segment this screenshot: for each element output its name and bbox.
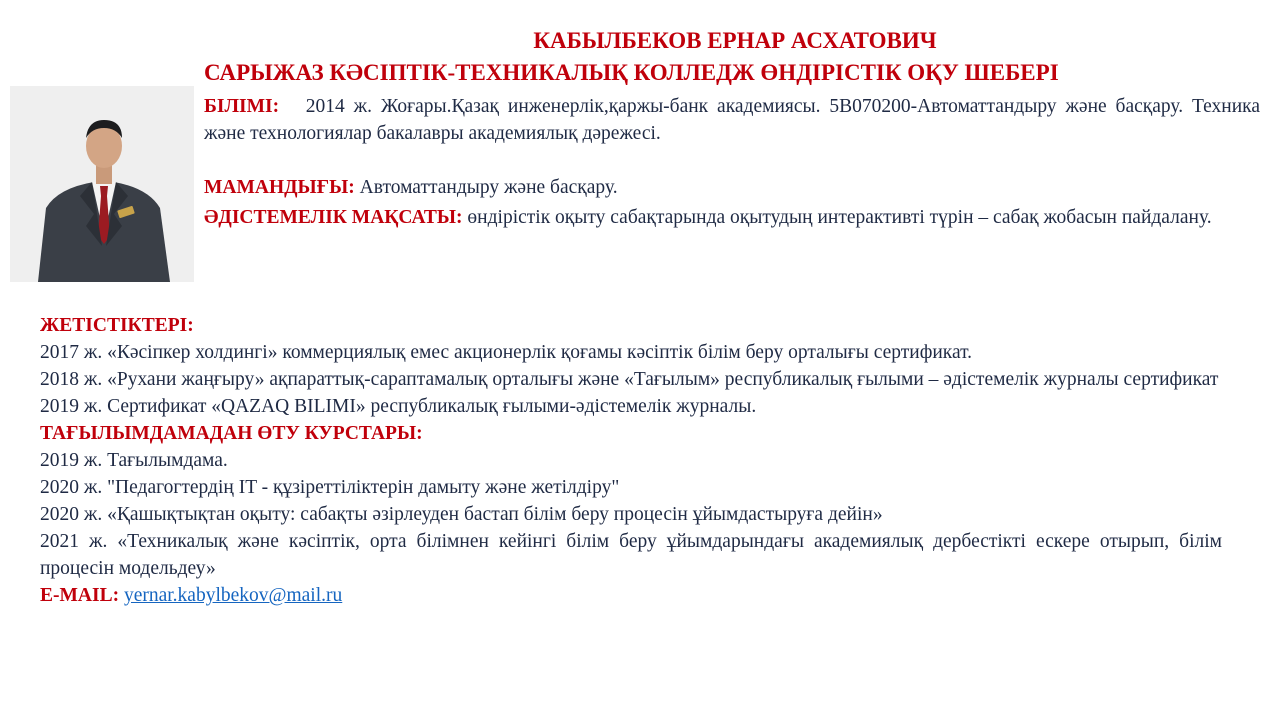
methodical-goal-section [204, 204, 1260, 231]
achievements-courses-section [40, 312, 1222, 609]
courses-heading: ТАҒЫЛЫМДАМАДАН ӨТУ КУРСТАРЫ: [40, 423, 423, 444]
course-item: 2020 ж. "Педагогтердің IT - құзіреттіліктерін дамыту және жетілдіру" [40, 477, 620, 498]
email-row [40, 582, 1222, 609]
achievements-heading: ЖЕТІСТІКТЕРІ: [40, 315, 194, 336]
education-label: БІЛІМІ: [204, 96, 280, 117]
person-name: КАБЫЛБЕКОВ ЕРНАР АСХАТОВИЧ [533, 28, 937, 53]
portrait-illustration [10, 86, 194, 282]
achievement-item: 2017 ж. «Кәсіпкер холдингі» коммерциялық емес акционерлік қоғамы кәсіптік білім беру орталығы сертификат. [40, 342, 973, 363]
portrait-photo [10, 86, 194, 282]
methodical-goal-label: ӘДІСТЕМЕЛІК МАҚСАТЫ: [204, 207, 463, 228]
achievement-item: 2018 ж. «Рухани жаңғыру» ақпараттық-сараптамалық орталығы және «Тағылым» республикалық ғылыми – әдістемелік журналы сертификат [40, 369, 1219, 390]
organization-title: САРЫЖАЗ КӘСІПТІК-ТЕХНИКАЛЫҚ КОЛЛЕДЖ ӨНДІРІСТІК ОҚУ ШЕБЕРІ [204, 60, 1059, 85]
specialty-text: Автоматтандыру және басқару. [359, 177, 618, 198]
course-item: 2020 ж. «Қашықтықтан оқыту: сабақты әзірлеуден бастап білім беру процесін ұйымдастыруға дейін» [40, 504, 883, 525]
education-section [204, 93, 1260, 147]
email-link[interactable]: yernar.kabylbekov@mail.ru [123, 585, 343, 606]
methodical-goal-text: өндірістік оқыту сабақтарында оқытудың интерактивті түрін – сабақ жобасын пайдалану. [467, 207, 1212, 228]
specialty-section [204, 174, 1260, 201]
education-text: 2014 ж. Жоғары.Қазақ инженерлік,қаржы-банк академиясы. 5В070200-Автоматтандыру және басқару. Техника және технологиялар бакалавры академиялық дәрежесі. [204, 96, 1260, 144]
course-item: 2019 ж. Тағылымдама. [40, 450, 228, 471]
specialty-label: МАМАНДЫҒЫ: [204, 177, 355, 198]
achievement-item: 2019 ж. Сертификат «QAZAQ BILIMI» республикалық ғылыми-әдістемелік журналы. [40, 396, 757, 417]
course-item: 2021 ж. «Техникалық және кәсіптік, орта білімнен кейінгі білім беру ұйымдарындағы академиялық дербестікті ескере отырып, білім процесін модельдеу» [40, 531, 1222, 579]
email-label: E-MAIL: [40, 585, 120, 606]
